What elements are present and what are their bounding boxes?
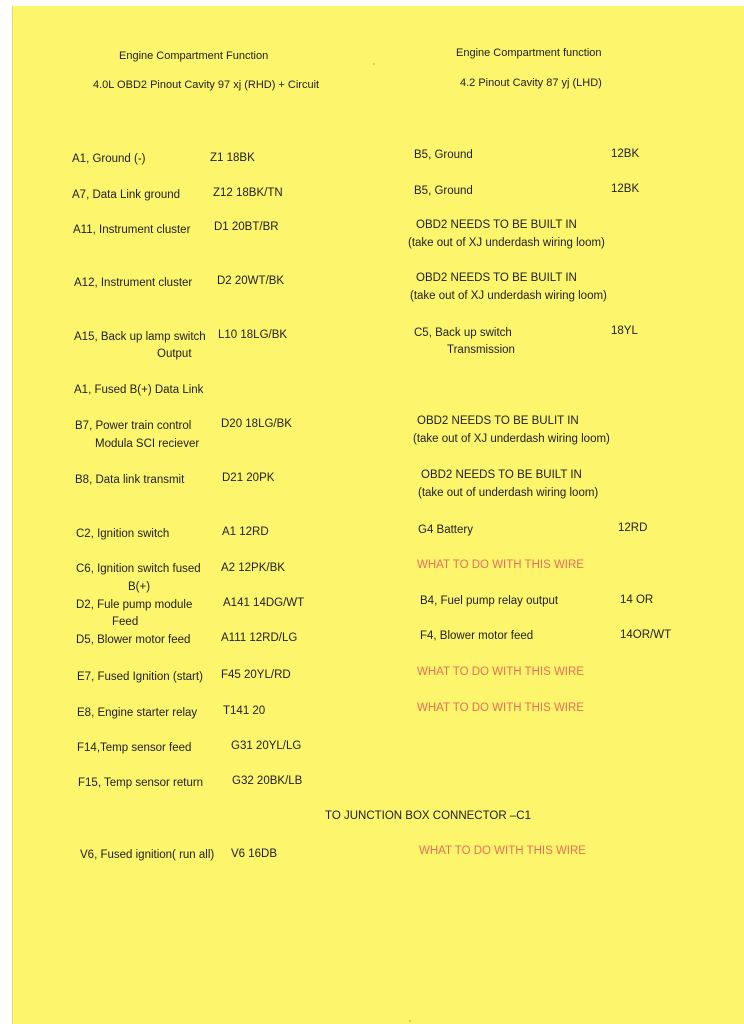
pin-label: A1, Fused B(+) Data Link (74, 384, 204, 396)
target-code: 12BK (611, 148, 640, 160)
pin-label: C6, Ignition switch fused (76, 563, 201, 575)
pin-label: D5, Blower motor feed (76, 634, 191, 646)
target-label: OBD2 NEEDS TO BE BUILT IN (416, 219, 577, 231)
circuit-code: T141 20 (223, 705, 266, 717)
pin-label: F15, Temp sensor return (78, 777, 204, 789)
circuit-code: G32 20BK/LB (232, 775, 303, 787)
target-label-cont: Transmission (447, 344, 515, 356)
circuit-code: L10 18LG/BK (218, 329, 288, 341)
warning-note: WHAT TO DO WITH THIS WIRE (417, 666, 584, 678)
pin-label: A7, Data Link ground (72, 189, 181, 201)
target-label: B5, Ground (414, 185, 473, 197)
target-code: 18YL (611, 325, 638, 337)
target-label: OBD2 NEEDS TO BE BULIT IN (417, 415, 579, 427)
pin-label: B7, Power train control (75, 420, 192, 432)
circuit-code: A141 14DG/WT (223, 597, 305, 609)
left-title: Engine Compartment Function (119, 50, 269, 62)
junction-heading: TO JUNCTION BOX CONNECTOR –C1 (325, 810, 531, 822)
circuit-code: Z1 18BK (210, 152, 255, 164)
circuit-code: Z12 18BK/TN (213, 187, 283, 199)
warning-note: WHAT TO DO WITH THIS WIRE (417, 559, 584, 571)
target-label: B4, Fuel pump relay output (420, 595, 559, 607)
target-code: 14OR/WT (620, 629, 672, 641)
target-code: 12RD (618, 522, 648, 534)
target-label: C5, Back up switch (414, 327, 512, 339)
pin-label: D2, Fule pump module (76, 599, 193, 611)
pin-label: B8, Data link transmit (75, 474, 185, 486)
circuit-code: D21 20PK (222, 472, 275, 484)
target-code: 14 OR (620, 594, 654, 606)
left-subtitle: 4.0L OBD2 Pinout Cavity 97 xj (RHD) + Circuit (93, 79, 320, 91)
pin-label: E7, Fused Ignition (start) (77, 671, 203, 683)
pin-label: A15, Back up lamp switch (74, 331, 206, 343)
circuit-code: D1 20BT/BR (214, 221, 279, 233)
right-title: Engine Compartment function (456, 47, 602, 59)
target-label: G4 Battery (418, 524, 473, 536)
circuit-code: D2 20WT/BK (217, 275, 285, 287)
pin-label: A11, Instrument cluster (73, 224, 191, 236)
circuit-code: A1 12RD (222, 526, 269, 538)
warning-note: WHAT TO DO WITH THIS WIRE (419, 845, 586, 857)
pin-label: V6, Fused ignition( run all) (80, 849, 215, 861)
scan-speck (409, 1020, 411, 1022)
target-label: OBD2 NEEDS TO BE BUILT IN (416, 272, 577, 284)
target-note: (take out of XJ underdash wiring loom) (408, 237, 605, 249)
target-label: OBD2 NEEDS TO BE BUILT IN (421, 469, 582, 481)
pin-label: A12, Instrument cluster (74, 277, 193, 289)
circuit-code: F45 20YL/RD (221, 669, 291, 681)
pin-label: F14,Temp sensor feed (77, 742, 192, 754)
target-note: (take out of XJ underdash wiring loom) (410, 290, 607, 302)
circuit-code: A2 12PK/BK (221, 562, 285, 574)
pin-label: C2, Ignition switch (76, 528, 170, 540)
pin-label-cont: B(+) (128, 581, 151, 593)
target-code: 12BK (611, 183, 640, 195)
pin-label: A1, Ground (-) (72, 153, 146, 165)
circuit-code: G31 20YL/LG (231, 740, 302, 752)
pin-label-cont: Modula SCI reciever (95, 438, 200, 450)
circuit-code: A111 12RD/LG (221, 632, 298, 644)
target-note: (take out of XJ underdash wiring loom) (413, 433, 610, 445)
scan-speck (373, 63, 375, 65)
target-note: (take out of underdash wiring loom) (418, 487, 599, 499)
target-label: B5, Ground (414, 149, 473, 161)
pin-label-cont: Output (157, 348, 192, 360)
circuit-code: V6 16DB (231, 848, 278, 860)
pin-label: E8, Engine starter relay (77, 707, 198, 719)
right-subtitle: 4.2 Pinout Cavity 87 yj (LHD) (460, 77, 602, 89)
pin-label-cont: Feed (112, 616, 139, 628)
warning-note: WHAT TO DO WITH THIS WIRE (417, 702, 584, 714)
target-label: F4, Blower motor feed (420, 630, 534, 642)
circuit-code: D20 18LG/BK (221, 418, 292, 430)
